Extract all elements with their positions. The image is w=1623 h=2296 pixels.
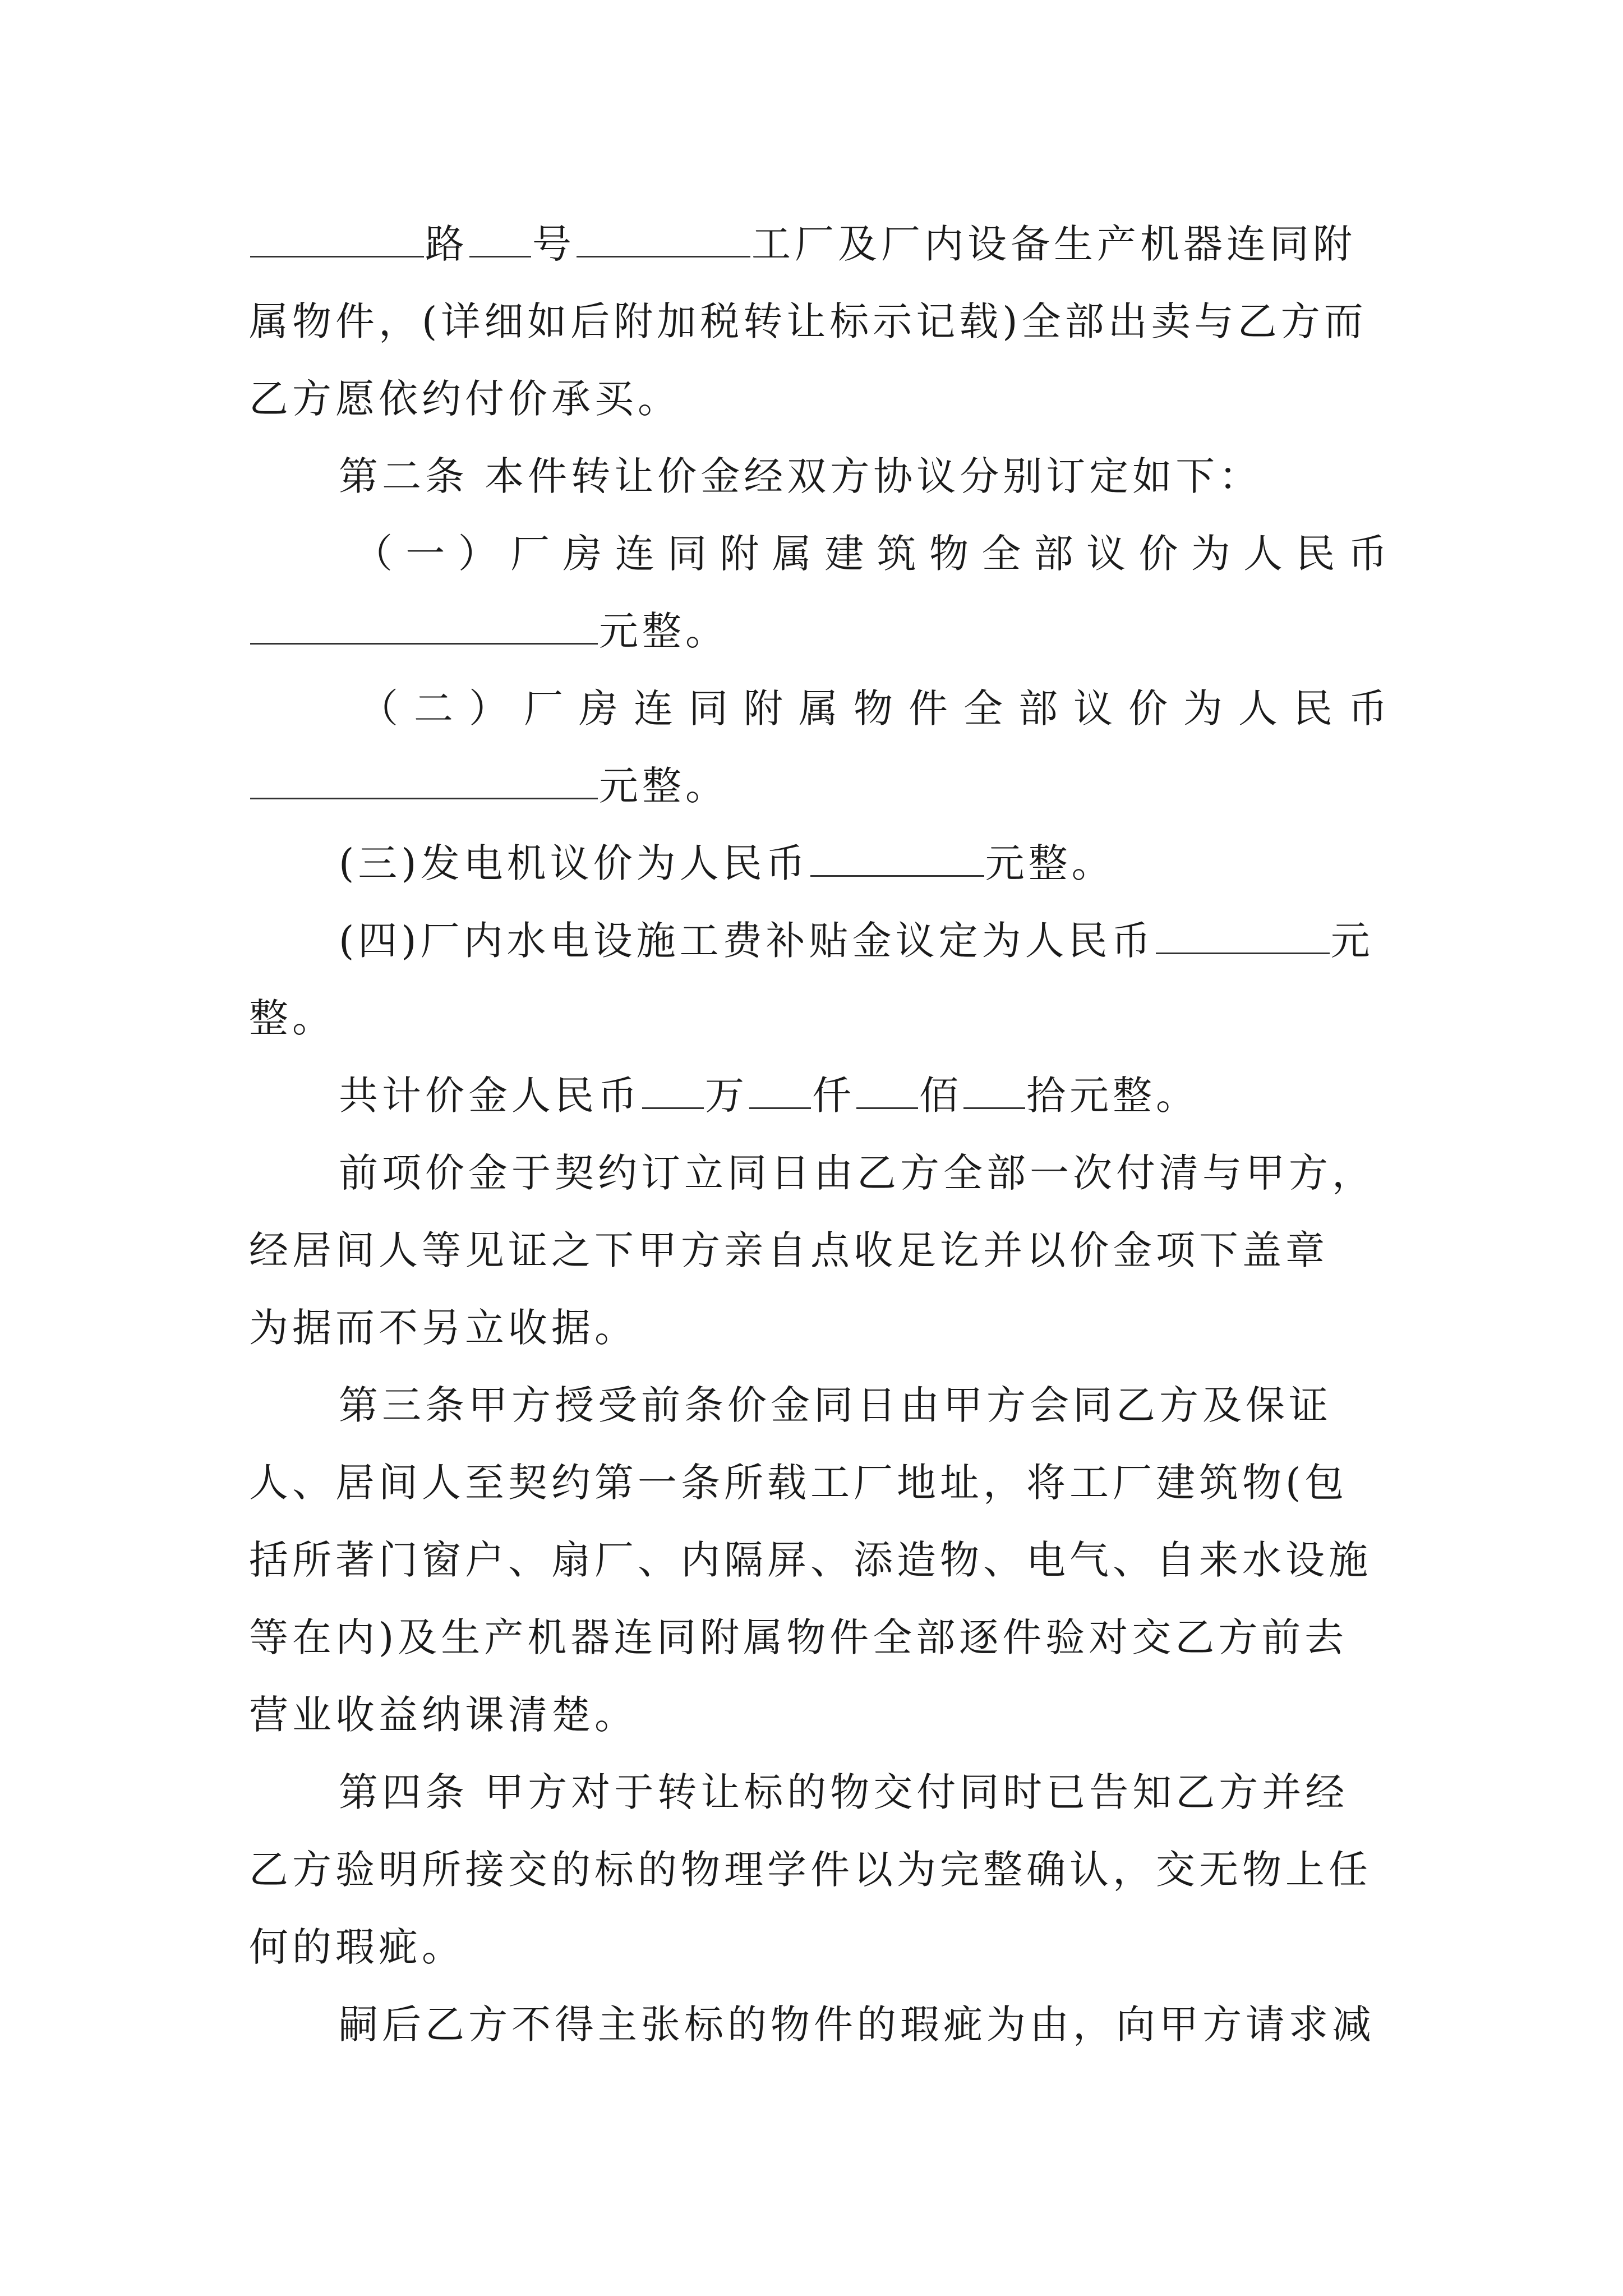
text-fragment: 元整。 xyxy=(985,840,1115,886)
text-fragment: 号 xyxy=(532,221,575,267)
text-char: 部 xyxy=(1018,685,1058,731)
text-fragment: 工厂及厂内设备生产机器连同附 xyxy=(751,221,1356,267)
blank-field xyxy=(749,1068,811,1109)
justified-line xyxy=(359,680,1387,737)
text-char: 币 xyxy=(1348,531,1387,577)
text-fragment: 元整。 xyxy=(599,608,728,654)
text-char: ） xyxy=(458,531,497,577)
section-heading: 第三条甲方授受前条价金同日由甲方会同乙方及保证 xyxy=(339,1382,1332,1428)
text-char: 筑 xyxy=(877,531,916,577)
blank-field xyxy=(810,836,984,877)
text-char: 房 xyxy=(562,531,602,577)
text-fragment: (四)厂内水电设施工费补贴金议定为人民币 xyxy=(339,918,1155,964)
text-fragment: 万 xyxy=(705,1073,748,1119)
text-line: 属物件，(详细如后附加税转让标示记载)全部出卖与乙方而 xyxy=(249,298,1367,344)
text-char: 厂 xyxy=(510,531,550,577)
blank-field xyxy=(963,1068,1025,1109)
text-char: 附 xyxy=(744,685,783,731)
text-char: 属 xyxy=(772,531,811,577)
text-char: 币 xyxy=(1348,685,1387,731)
text-char: 附 xyxy=(720,531,759,577)
text-char: 物 xyxy=(854,685,893,731)
text-line: 营业收益纳课清楚。 xyxy=(249,1692,638,1738)
text-fragment: 共计价金人民币 xyxy=(339,1073,641,1119)
text-char: 房 xyxy=(579,685,618,731)
text-line: 经居间人等见证之下甲方亲自点收足讫并以价金项下盖章 xyxy=(249,1227,1329,1273)
text-line xyxy=(339,913,1387,969)
text-line: 等在内)及生产机器连同附属物件全部逐件验对交乙方前去 xyxy=(249,1614,1348,1660)
text-char: 全 xyxy=(963,685,1003,731)
text-char: 为 xyxy=(1191,531,1230,577)
text-char: 民 xyxy=(1295,531,1335,577)
text-char: 一 xyxy=(405,531,445,577)
text-line xyxy=(339,1068,1387,1124)
text-char: 属 xyxy=(799,685,838,731)
blank-field xyxy=(469,217,531,257)
text-fragment: 拾元整。 xyxy=(1026,1073,1199,1119)
text-fragment: (三)发电机议价为人民币 xyxy=(339,840,809,886)
justified-line xyxy=(353,526,1387,582)
text-line xyxy=(339,835,1387,891)
text-char: （ xyxy=(359,685,398,731)
blank-field xyxy=(577,217,750,257)
blank-field xyxy=(250,604,598,645)
text-char: 价 xyxy=(1138,531,1178,577)
text-char: 为 xyxy=(1183,685,1223,731)
text-fragment: 佰 xyxy=(919,1073,962,1119)
text-char: 同 xyxy=(667,531,707,577)
text-char: 部 xyxy=(1034,531,1073,577)
text-line: 括所著门窗户、扇厂、内隔屏、添造物、电气、自来水设施 xyxy=(249,1537,1372,1583)
section-heading: 第二条 本件转让价金经双方协议分别订定如下： xyxy=(339,453,1262,499)
text-char: （ xyxy=(353,531,393,577)
text-char: 民 xyxy=(1293,685,1332,731)
text-char: ） xyxy=(469,685,508,731)
text-line: 乙方愿依约付价承买。 xyxy=(249,376,681,422)
blank-field xyxy=(250,758,598,799)
text-char: 议 xyxy=(1086,531,1126,577)
blank-field xyxy=(642,1068,704,1109)
blank-field xyxy=(856,1068,918,1109)
text-char: 议 xyxy=(1073,685,1113,731)
text-char: 人 xyxy=(1238,685,1278,731)
text-char: 连 xyxy=(634,685,673,731)
text-fragment: 路 xyxy=(425,221,468,267)
text-line xyxy=(249,603,1387,659)
text-char: 件 xyxy=(909,685,948,731)
text-char: 厂 xyxy=(524,685,563,731)
text-char: 建 xyxy=(824,531,864,577)
text-line: 前项价金于契约订立同日由乙方全部一次付清与甲方， xyxy=(339,1150,1375,1196)
blank-field xyxy=(250,217,424,257)
text-char: 人 xyxy=(1243,531,1283,577)
text-line xyxy=(249,758,1387,814)
text-char: 全 xyxy=(981,531,1021,577)
blank-field xyxy=(1156,913,1330,954)
text-fragment: 仟 xyxy=(812,1073,855,1119)
text-fragment: 元 xyxy=(1330,918,1374,964)
text-char: 连 xyxy=(615,531,654,577)
text-fragment: 元整。 xyxy=(599,763,728,809)
text-char: 二 xyxy=(414,685,453,731)
text-line: 整。 xyxy=(249,995,335,1041)
text-char: 物 xyxy=(929,531,969,577)
text-line: 为据而不另立收据。 xyxy=(249,1305,638,1351)
text-line: 何的瑕疵。 xyxy=(249,1924,465,1970)
section-heading: 第四条 甲方对于转让标的物交付同时已告知乙方并经 xyxy=(339,1769,1349,1815)
text-line: 乙方验明所接交的标的物理学件以为完整确认，交无物上任 xyxy=(249,1847,1372,1893)
text-char: 价 xyxy=(1128,685,1168,731)
text-line xyxy=(249,216,1387,272)
text-line: 嗣后乙方不得主张标的物件的瑕疵为由，向甲方请求减 xyxy=(339,2001,1375,2047)
text-line: 人、居间人至契约第一条所载工厂地址，将工厂建筑物(包 xyxy=(249,1460,1348,1506)
text-char: 同 xyxy=(689,685,728,731)
